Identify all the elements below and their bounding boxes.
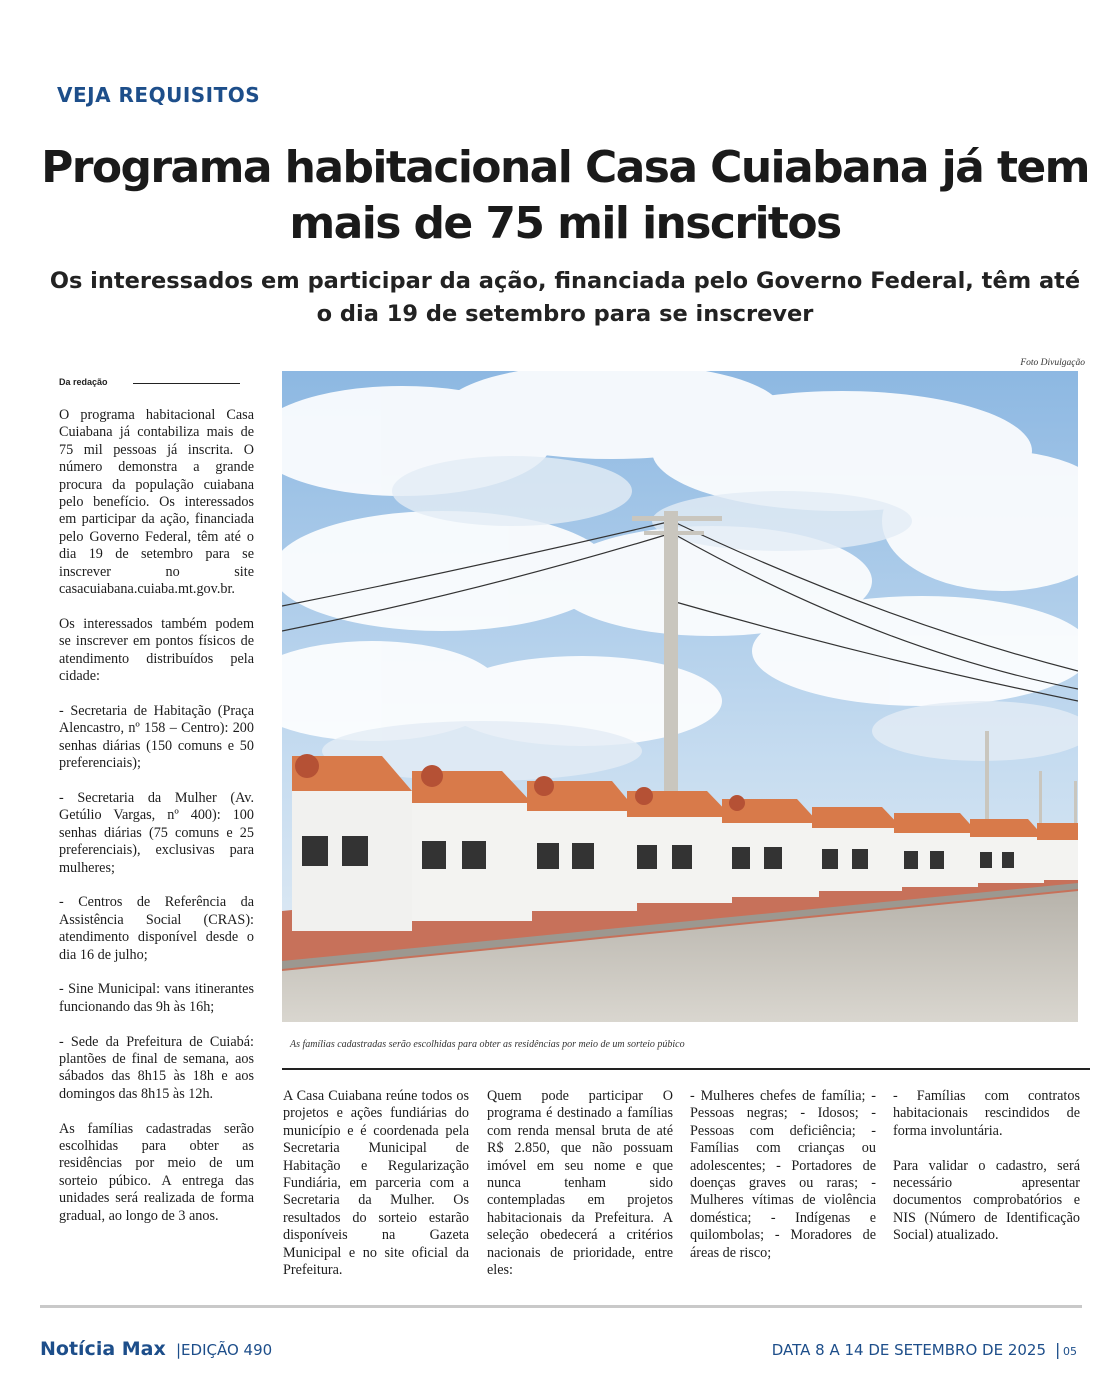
page-number: 05 bbox=[1063, 1345, 1077, 1358]
bottom-column-3 bbox=[690, 1088, 876, 1262]
caption-divider bbox=[282, 1068, 1090, 1070]
body-paragraph: - Secretaria da Mulher (Av. Getúlio Vargas, nº 400): 100 senhas diárias (75 comuns e 25 preferenciais), exclusivas para mulheres; bbox=[59, 789, 254, 876]
body-paragraph: O programa habitacional Casa Cuiabana já contabiliza mais de 75 mil pessoas já inscrita. O número demonstra a grande procura da população cuiabana pelo benefício. Os interessados em participar da ação, financiada pelo Governo Federal, têm até o dia 19 de setembro para se inscrever no site casacuiabana.cuiaba.mt.gov.br. bbox=[59, 407, 254, 598]
body-paragraph: As famílias cadastradas serão escolhidas para obter as residências por meio de um sorteio púbico. A entrega das unidades será realizada de forma gradual, ao longo de 3 anos. bbox=[59, 1120, 254, 1224]
photo-credit: Foto Divulgação bbox=[1020, 358, 1085, 368]
footer-divider bbox=[40, 1305, 1082, 1308]
bottom-column-1 bbox=[283, 1088, 469, 1279]
subheadline: Os interessados em participar da ação, financiada pelo Governo Federal, têm até o dia 19 de setembro para se inscrever bbox=[49, 268, 1081, 327]
body-paragraph: - Centros de Referência da Assistência Social (CRAS): atendimento disponível desde o dia 16 de julho; bbox=[59, 894, 254, 963]
article-photo bbox=[282, 371, 1078, 1022]
body-paragraph: - Sine Municipal: vans itinerantes funcionando das 9h às 16h; bbox=[59, 981, 254, 1015]
body-paragraph: Os interessados também podem se inscrever em pontos físicos de atendimento distribuídos pela cidade: bbox=[59, 615, 254, 685]
left-column-body bbox=[59, 407, 254, 1225]
byline-divider bbox=[133, 383, 240, 384]
section-kicker: VEJA REQUISITOS bbox=[57, 83, 261, 107]
edition-number: |EDIÇÃO 490 bbox=[176, 1341, 273, 1359]
body-paragraph: - Mulheres chefes de família; - Pessoas negras; - Idosos; - Pessoas com deficiência; - Famílias com crianças ou adolescentes; - Portadores de doenças graves ou raras; - Mulheres vítimas de violência doméstica; - Indígenas e quilombolas; - Moradores de áreas de risco; bbox=[690, 1088, 876, 1261]
publication-name: Notícia Max bbox=[40, 1338, 166, 1360]
body-paragraph: Quem pode participar O programa é destinado a famílias com renda mensal bruta de até R$ 2.850, que não possuam imóvel em seu nome e que nunca tenham sido contempladas em projetos habitacionais da Prefeitura. A seleção obedecerá a critérios nacionais de prioridade, entre eles: bbox=[487, 1088, 673, 1279]
headline: Programa habitacional Casa Cuiabana já tem mais de 75 mil inscritos bbox=[41, 142, 1089, 249]
issue-date: DATA 8 A 14 DE SETEMBRO DE 2025 bbox=[771, 1341, 1046, 1359]
body-paragraph: - Secretaria de Habitação (Praça Alencastro, nº 158 – Centro): 200 senhas diárias (150 comuns e 50 preferenciais); bbox=[59, 702, 254, 772]
photo-caption: As famílias cadastradas serão escolhidas para obter as residências por meio de um sorteio púbico bbox=[290, 1039, 685, 1050]
byline: Da redação bbox=[59, 377, 108, 387]
body-paragraph: - Sede da Prefeitura de Cuiabá: plantões de final de semana, aos sábados das 8h15 às 18h e aos domingos das 8h15 às 12h. bbox=[59, 1033, 254, 1102]
bottom-column-4 bbox=[893, 1088, 1080, 1245]
bottom-column-2 bbox=[487, 1088, 673, 1279]
footer-separator: | bbox=[1055, 1340, 1061, 1359]
body-paragraph: - Famílias com contratos habitacionais rescindidos de forma involuntária. bbox=[893, 1088, 1080, 1139]
body-paragraph: Para validar o cadastro, será necessário apresentar documentos comprobatórios e NIS (Número de Identificação Social) atualizado. bbox=[893, 1157, 1080, 1244]
body-paragraph: A Casa Cuiabana reúne todos os projetos e ações fundiárias do município e é coordenada pela Secretaria Municipal de Habitação e Regularização Fundiária, em parceria com a Secretaria da Mulher. Os resultados do sorteio estarão disponíveis na Gazeta Municipal e no site oficial da Prefeitura. bbox=[283, 1088, 469, 1279]
